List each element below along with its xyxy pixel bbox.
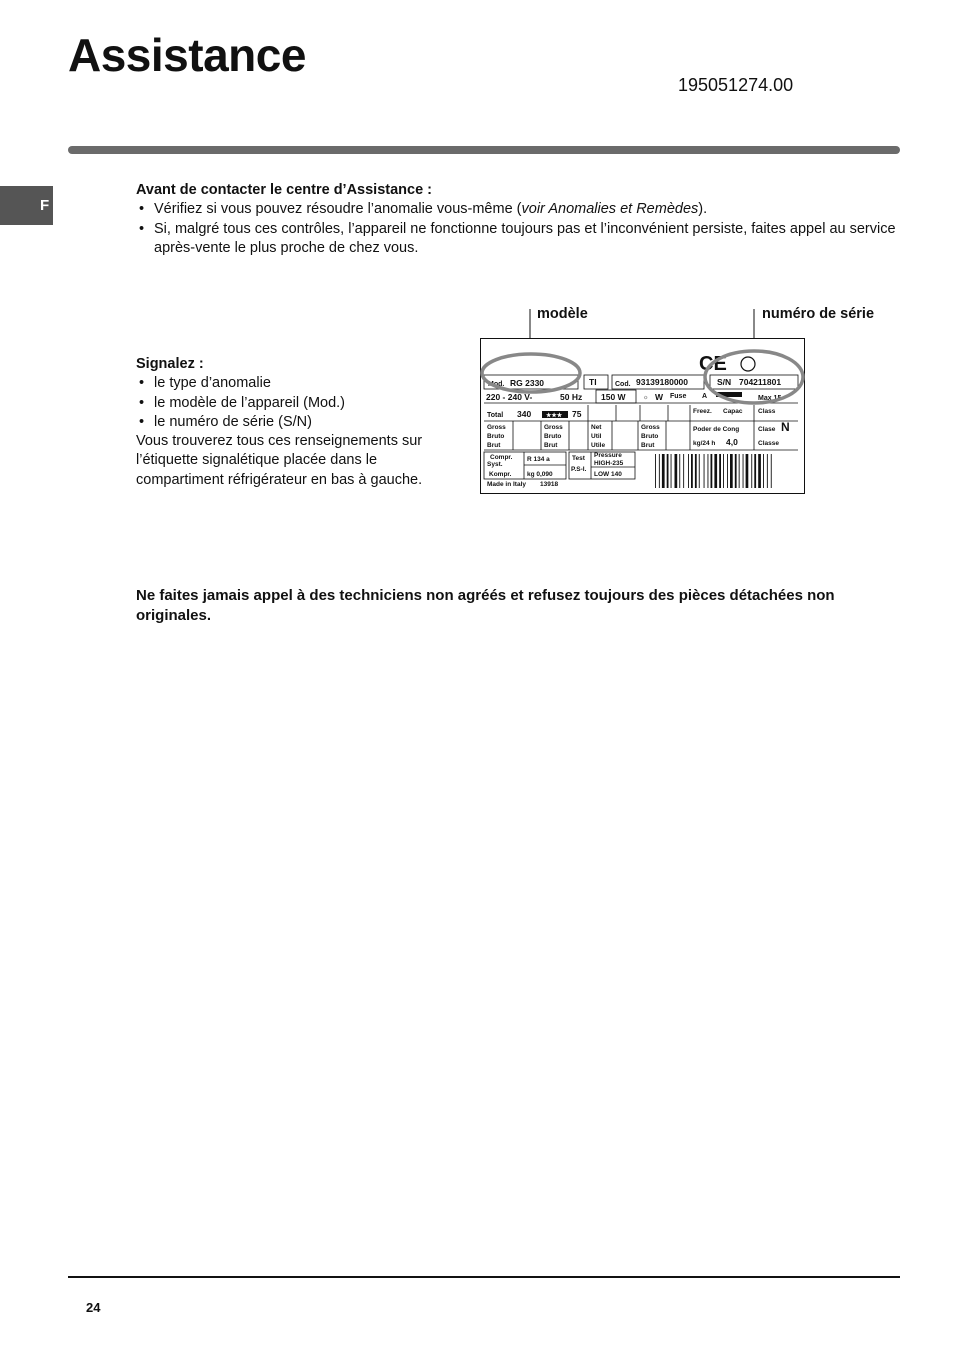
barcode-bar: [735, 454, 737, 488]
plate-high-value: HIGH-235: [594, 460, 624, 467]
page-title: Assistance: [68, 29, 306, 81]
plate-made-in: Made in Italy: [487, 481, 527, 488]
plate-kg24-label: kg/24 h: [693, 440, 716, 447]
plate-ti: TI: [589, 377, 597, 387]
plate-mod-prefix: Mod.: [488, 381, 505, 388]
plate-psi-label: P.S-I.: [571, 466, 587, 473]
barcode-bar: [758, 454, 761, 488]
plate-kg24-value: 4,0: [726, 437, 738, 447]
barcode-bar: [751, 454, 752, 488]
intro-heading: Avant de contacter le centre d’Assistance :: [136, 182, 433, 198]
intro-bullet-1: [136, 200, 896, 219]
barcode-bar: [675, 454, 678, 488]
plate-util: Util: [591, 433, 602, 440]
ce-mark-icon: CE: [699, 353, 727, 375]
barcode-bar: [695, 454, 697, 488]
page-number: 24: [86, 1300, 101, 1315]
header-divider: [68, 146, 900, 154]
language-tab: [0, 186, 53, 225]
barcode-bar: [730, 454, 733, 488]
plate-max: Max 15: [758, 395, 782, 402]
plate-brut-3: Brut: [641, 442, 655, 449]
signal-list: [136, 374, 466, 432]
plate-cod-value: 93139180000: [636, 377, 689, 387]
rating-plate-illustration: [440, 300, 820, 500]
plate-class-label: Class: [758, 408, 776, 415]
plate-freez-label: Freez.: [693, 408, 712, 415]
barcode-bar: [671, 454, 672, 488]
plate-compr-label: Compr.: [490, 454, 513, 461]
plate-total-value: 340: [517, 409, 532, 419]
barcode-bar: [699, 454, 700, 488]
barcode-bar: [771, 454, 772, 488]
serial-number-label: numéro de série: [762, 306, 875, 322]
plate-amp: A: [702, 393, 708, 400]
plate-brut-1: Brut: [487, 442, 501, 449]
plate-refrigerant: R 134 a: [527, 456, 550, 463]
warning-notice: Ne faites jamais appel à des techniciens non agréés et refusez toujours des pièces détachées non originales.: [136, 587, 835, 624]
barcode-bar: [655, 454, 656, 488]
signal-section: [136, 355, 466, 490]
signal-heading: Signalez :: [136, 356, 204, 372]
plate-bruto-1: Bruto: [487, 433, 505, 440]
barcode-bar: [739, 454, 740, 488]
barcode-bar: [723, 454, 724, 488]
plate-cod-prefix: Cod.: [615, 381, 631, 388]
signal-paragraph: Vous trouverez tous ces renseignements sur l’étiquette signalétique placée dans le compartiment réfrigérateur en bas à gauche.: [136, 433, 423, 488]
plate-charge: kg 0,090: [527, 471, 553, 478]
plate-lamp-icon: ☼: [643, 395, 649, 401]
barcode-bar: [754, 454, 756, 488]
plate-frequency: 50 Hz: [560, 392, 583, 402]
plate-utile: Utile: [591, 442, 606, 449]
plate-wattage: 150 W: [601, 392, 626, 402]
barcode-bar: [763, 454, 764, 488]
barcode-bar: [746, 454, 749, 488]
plate-class-value: N: [781, 420, 790, 434]
plate-clase-label: Clase: [758, 426, 776, 433]
plate-gross-3: Gross: [641, 424, 660, 431]
plate-kompr-label: Kompr.: [489, 471, 512, 478]
plate-star-value: 75: [572, 409, 582, 419]
intro-bullet-1-text: Vérifiez si vous pouvez résoudre l’anomalie vous-même (: [154, 201, 522, 218]
intro-bullet-2: • Si, malgré tous ces contrôles, l’appareil ne fonctionne toujours pas et l’inconvénient persiste, faites appel au service après-vente le plus proche de chez vous.: [136, 220, 896, 259]
plate-test-label: Test: [572, 455, 585, 462]
barcode-bar: [688, 454, 689, 488]
plate-star-glyph-icon: ★★★: [546, 413, 563, 419]
barcode-bar: [691, 454, 693, 488]
signal-item-2: • le modèle de l’appareil (Mod.): [136, 394, 466, 413]
plate-gross-1: Gross: [487, 424, 506, 431]
plate-voltage: 220 - 240 V-: [486, 392, 533, 402]
plate-pressure-label: Pressure: [594, 452, 622, 459]
barcode-bar: [662, 454, 665, 488]
plate-poder-label: Poder de Cong: [693, 426, 740, 433]
barcode-bar: [767, 454, 768, 488]
intro-list: [136, 200, 896, 258]
barcode-bar: [667, 454, 669, 488]
language-tab-label: F: [40, 197, 50, 214]
plate-fuse: Fuse: [670, 393, 687, 400]
plate-sn-prefix: S/N: [717, 377, 732, 387]
plate-syst-label: Syst.: [487, 461, 503, 468]
plate-brut-2: Brut: [544, 442, 558, 449]
plate-capac-label: Capac: [723, 408, 743, 415]
barcode-bar: [708, 454, 709, 488]
plate-bruto-3: Bruto: [641, 433, 659, 440]
plate-mod-value: RG 2330: [510, 378, 545, 388]
model-label: modèle: [537, 306, 588, 322]
barcode-bar: [679, 454, 680, 488]
plate-low-value: LOW 140: [594, 471, 622, 478]
barcode-bar: [659, 454, 660, 488]
document-number: 195051274.00: [678, 75, 794, 95]
plate-sn-value: 704211801: [739, 377, 782, 387]
intro-bullet-1-reference: voir Anomalies et Remèdes: [521, 201, 699, 218]
plate-made-code: 13918: [540, 481, 559, 488]
plate-gross-2: Gross: [544, 424, 563, 431]
footer-divider: [68, 1276, 900, 1278]
signal-item-1: • le type d’anomalie: [136, 374, 466, 393]
barcode-bar: [683, 454, 684, 488]
barcode-bar: [711, 454, 713, 488]
intro-section: [136, 181, 896, 258]
intro-bullet-1-end: ).: [698, 201, 708, 218]
signal-item-3: • le numéro de série (S/N): [136, 413, 466, 432]
barcode-bar: [714, 454, 717, 488]
barcode-bar: [719, 454, 721, 488]
plate-total-label: Total: [487, 412, 504, 419]
barcode-bar: [743, 454, 744, 488]
barcode-bar: [727, 454, 728, 488]
plate-bruto-2: Bruto: [544, 433, 562, 440]
plate-lamp-wattage: W: [655, 392, 664, 402]
barcode-bar: [704, 454, 705, 488]
plate-net: Net: [591, 424, 602, 431]
plate-classe-label: Classe: [758, 440, 779, 447]
